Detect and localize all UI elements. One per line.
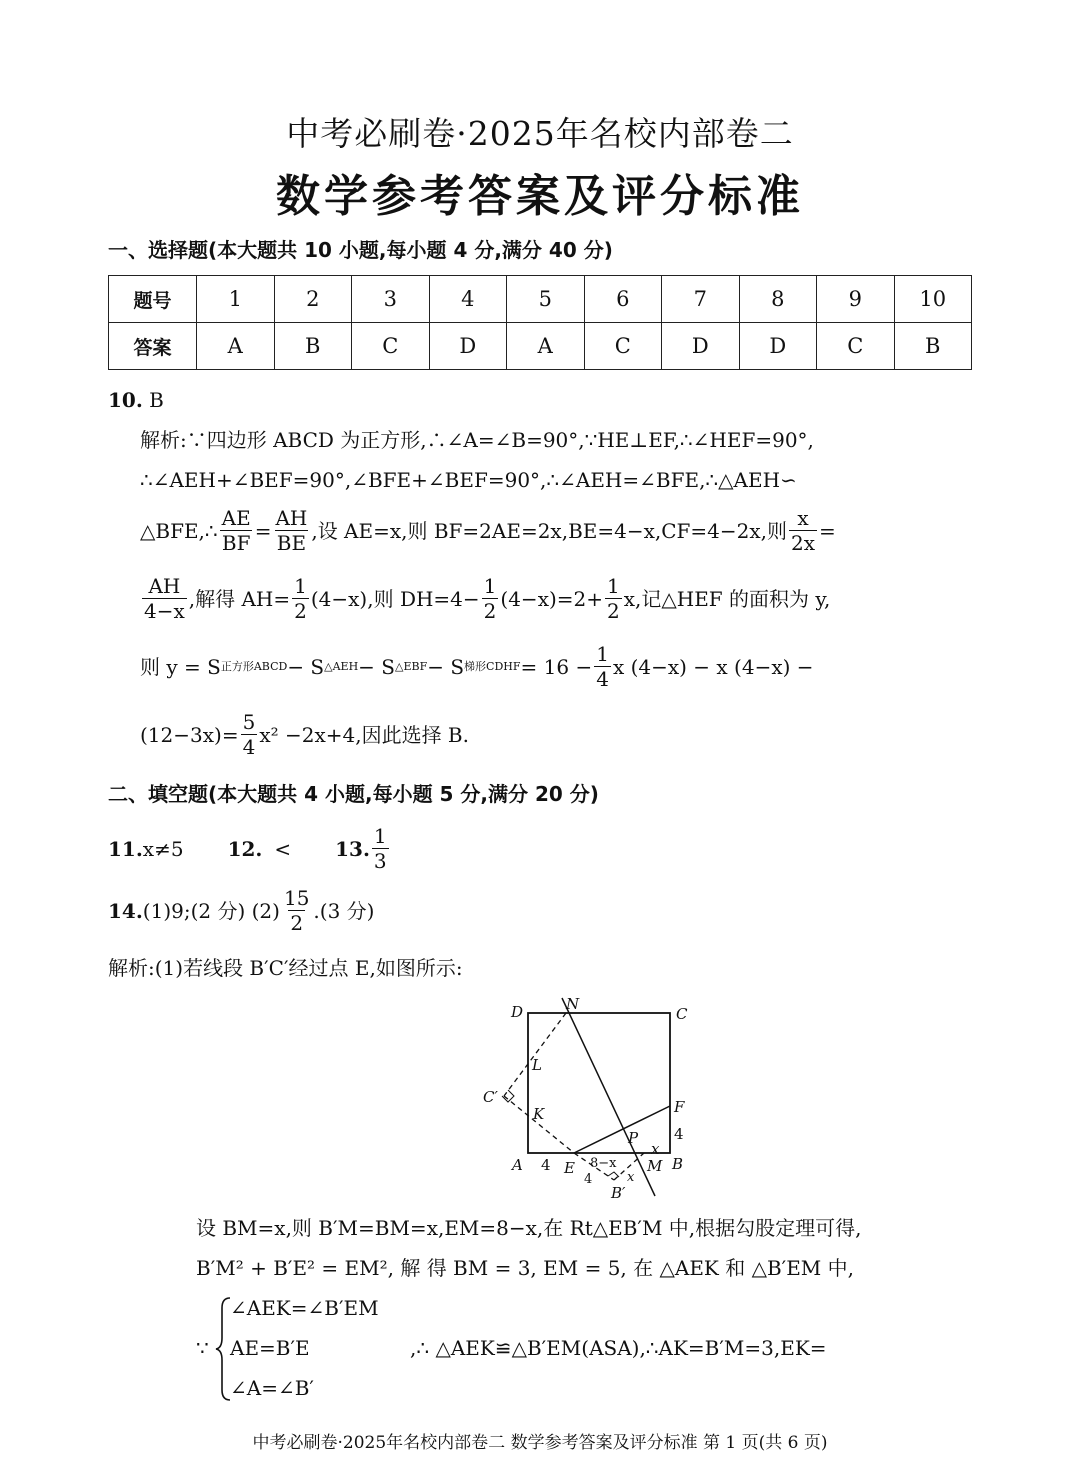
table-header-number: 题号 xyxy=(109,276,197,323)
document-title: 数学参考答案及评分标准 xyxy=(276,171,804,222)
q10-choice: B xyxy=(149,388,164,412)
label-c-prime: C′ xyxy=(483,1088,498,1106)
table-row-numbers xyxy=(109,276,972,323)
fraction xyxy=(594,644,611,689)
label-x: x xyxy=(651,1140,660,1158)
table-cell: B xyxy=(274,323,352,370)
proof-line2: B′M² + B′E² = EM², 解 得 BM = 3, EM = 5, 在 △AEK 和 △B′EM 中, xyxy=(196,1256,854,1280)
section-heading-choice: 一、选择题(本大题共 10 小题,每小题 4 分,满分 40 分) xyxy=(108,238,613,262)
text: x,记△HEF 的面积为 y, xyxy=(623,586,831,611)
label-4-small: 4 xyxy=(584,1172,593,1187)
numerator: 1 xyxy=(294,574,307,598)
text: (4−x)=2+ xyxy=(500,586,604,611)
q11-label: 11. xyxy=(108,836,143,861)
table-cell: 10 xyxy=(894,276,972,323)
because-symbol: ∵ xyxy=(196,1336,209,1360)
text: (1)9;(2 分) (2) xyxy=(142,898,280,923)
denominator: 2 xyxy=(607,599,620,623)
label-d: D xyxy=(511,1003,524,1021)
fraction xyxy=(273,508,309,553)
fraction xyxy=(789,508,817,553)
q14-analysis-intro: 解析:(1)若线段 B′C′经过点 E,如图所示: xyxy=(108,956,463,980)
denominator: BF xyxy=(221,531,251,555)
q11-answer: x≠5 xyxy=(142,836,184,861)
table-cell: D xyxy=(429,323,507,370)
text: x² −2x+4,因此选择 B. xyxy=(259,722,469,747)
table-cell: 9 xyxy=(817,276,895,323)
square-abcd xyxy=(528,1013,670,1153)
text: ,解得 AH= xyxy=(188,586,291,611)
denominator: 4−x xyxy=(144,599,185,623)
table-row-answers xyxy=(109,323,972,370)
label-4-right: 4 xyxy=(674,1125,684,1143)
geometry-figure xyxy=(470,990,710,1210)
label-f: F xyxy=(674,1098,685,1116)
label-e: E xyxy=(564,1159,575,1177)
table-cell: B xyxy=(894,323,972,370)
table-cell: D xyxy=(739,323,817,370)
text: x (4−x) − x (4−x) − xyxy=(612,654,814,679)
q12-label: 12. xyxy=(227,836,263,861)
fraction xyxy=(241,712,258,757)
answer-table xyxy=(108,275,972,370)
right-angle-mark xyxy=(502,1090,514,1102)
proof-conclusion: ,∴ △AEK≌△B′EM(ASA),∴AK=B′M=3,EK= xyxy=(410,1336,827,1360)
text: (12−3x)= xyxy=(140,722,239,747)
denominator: 4 xyxy=(242,735,256,759)
answers-11-13 xyxy=(108,826,391,871)
table-header-answer: 答案 xyxy=(109,323,197,370)
condition-3: ∠A=∠B′ xyxy=(230,1376,314,1400)
numerator: x xyxy=(797,506,809,530)
text: (4−x),则 DH=4− xyxy=(310,586,480,611)
denominator: 4 xyxy=(596,667,609,691)
label-b-prime: B′ xyxy=(611,1184,626,1202)
table-cell: 8 xyxy=(739,276,817,323)
text: − S xyxy=(358,654,395,679)
label-m: M xyxy=(647,1157,663,1175)
text: = xyxy=(819,518,836,543)
table-cell: 5 xyxy=(507,276,585,323)
subscript: △EBF xyxy=(395,659,428,673)
table-cell: 6 xyxy=(584,276,662,323)
label-a: A xyxy=(512,1156,523,1174)
condition-2: AE=B′E xyxy=(230,1336,310,1360)
denominator: 2 xyxy=(290,911,304,935)
answer-14 xyxy=(108,888,374,933)
q12-answer: < xyxy=(274,836,292,861)
label-p: P xyxy=(628,1129,639,1147)
page-footer: 中考必刷卷·2025年名校内部卷二 数学参考答案及评分标准 第 1 页(共 6 页) xyxy=(252,1433,828,1453)
subscript: △AEH xyxy=(324,659,359,673)
numerator: 1 xyxy=(483,574,497,598)
paper-series-title: 中考必刷卷·2025年名校内部卷二 xyxy=(286,114,794,153)
q10-label: 10. xyxy=(108,388,143,412)
proof-line1: 设 BM=x,则 B′M=BM=x,EM=8−x,在 Rt△EB′M 中,根据勾股定理可得, xyxy=(196,1216,862,1240)
denominator: 2x xyxy=(791,531,816,555)
table-cell: 4 xyxy=(429,276,507,323)
numerator: 5 xyxy=(242,710,256,734)
q14-label: 14. xyxy=(108,898,143,923)
denominator: 2 xyxy=(294,599,307,623)
table-cell: 3 xyxy=(352,276,430,323)
label-4-bottom: 4 xyxy=(541,1156,551,1174)
numerator: 1 xyxy=(596,642,609,666)
subscript: 梯形CDHF xyxy=(464,659,521,673)
q13-fraction xyxy=(372,826,389,871)
q10-analysis-line6 xyxy=(140,712,469,757)
text: .(3 分) xyxy=(313,898,375,923)
q10-analysis-line5 xyxy=(140,644,814,689)
q10-analysis-line3 xyxy=(140,508,836,553)
text: = 16 − xyxy=(520,654,593,679)
denominator: 2 xyxy=(483,599,497,623)
q13-label: 13. xyxy=(335,836,370,861)
fraction xyxy=(142,576,187,621)
fraction xyxy=(292,576,309,621)
table-cell: A xyxy=(507,323,585,370)
label-8-minus-x: 8−x xyxy=(590,1156,617,1171)
text: 则 y = S xyxy=(140,654,221,679)
table-cell: C xyxy=(352,323,430,370)
label-c: C xyxy=(676,1005,688,1023)
numerator: AE xyxy=(221,506,251,530)
numerator: 1 xyxy=(607,574,620,598)
text: − S xyxy=(287,654,325,679)
q10-analysis-line1: 解析:∵四边形 ABCD 为正方形,∴∠A=∠B=90°,∵HE⊥EF,∴∠HEF=90°, xyxy=(140,428,814,452)
table-cell: A xyxy=(197,323,275,370)
q10-answer xyxy=(108,386,164,414)
subscript: 正方形ABCD xyxy=(220,659,288,673)
text: = xyxy=(254,518,272,543)
table-cell: 2 xyxy=(274,276,352,323)
numerator: AH xyxy=(275,506,308,530)
label-k: K xyxy=(533,1105,545,1123)
fraction xyxy=(605,576,622,621)
text: − S xyxy=(427,654,465,679)
dashed-nc-prime xyxy=(504,1013,566,1096)
table-cell: C xyxy=(817,323,895,370)
label-b: B xyxy=(672,1155,684,1173)
denominator: 3 xyxy=(373,849,387,873)
text: △BFE,∴ xyxy=(140,518,218,543)
q10-analysis-line4 xyxy=(140,576,830,621)
fraction xyxy=(482,576,499,621)
table-cell: C xyxy=(584,323,662,370)
table-cell: D xyxy=(662,323,740,370)
q10-analysis-line2: ∴∠AEH+∠BEF=90°,∠BFE+∠BEF=90°,∴∠AEH=∠BFE,∴△AEH∽ xyxy=(140,468,797,492)
text: ,设 AE=x,则 BF=2AE=2x,BE=4−x,CF=4−2x,则 xyxy=(311,518,788,543)
denominator: BE xyxy=(276,531,307,555)
numerator: 1 xyxy=(373,824,387,848)
numerator: AH xyxy=(148,574,181,598)
q14-fraction xyxy=(282,888,311,933)
label-x-small: x xyxy=(627,1170,635,1185)
table-cell: 7 xyxy=(662,276,740,323)
condition-1: ∠AEK=∠B′EM xyxy=(230,1296,379,1320)
numerator: 15 xyxy=(283,886,310,910)
section-heading-fill: 二、填空题(本大题共 4 小题,每小题 5 分,满分 20 分) xyxy=(108,782,599,806)
label-n: N xyxy=(566,995,580,1013)
table-cell: 1 xyxy=(197,276,275,323)
label-l: L xyxy=(532,1056,542,1074)
fraction xyxy=(220,508,253,553)
